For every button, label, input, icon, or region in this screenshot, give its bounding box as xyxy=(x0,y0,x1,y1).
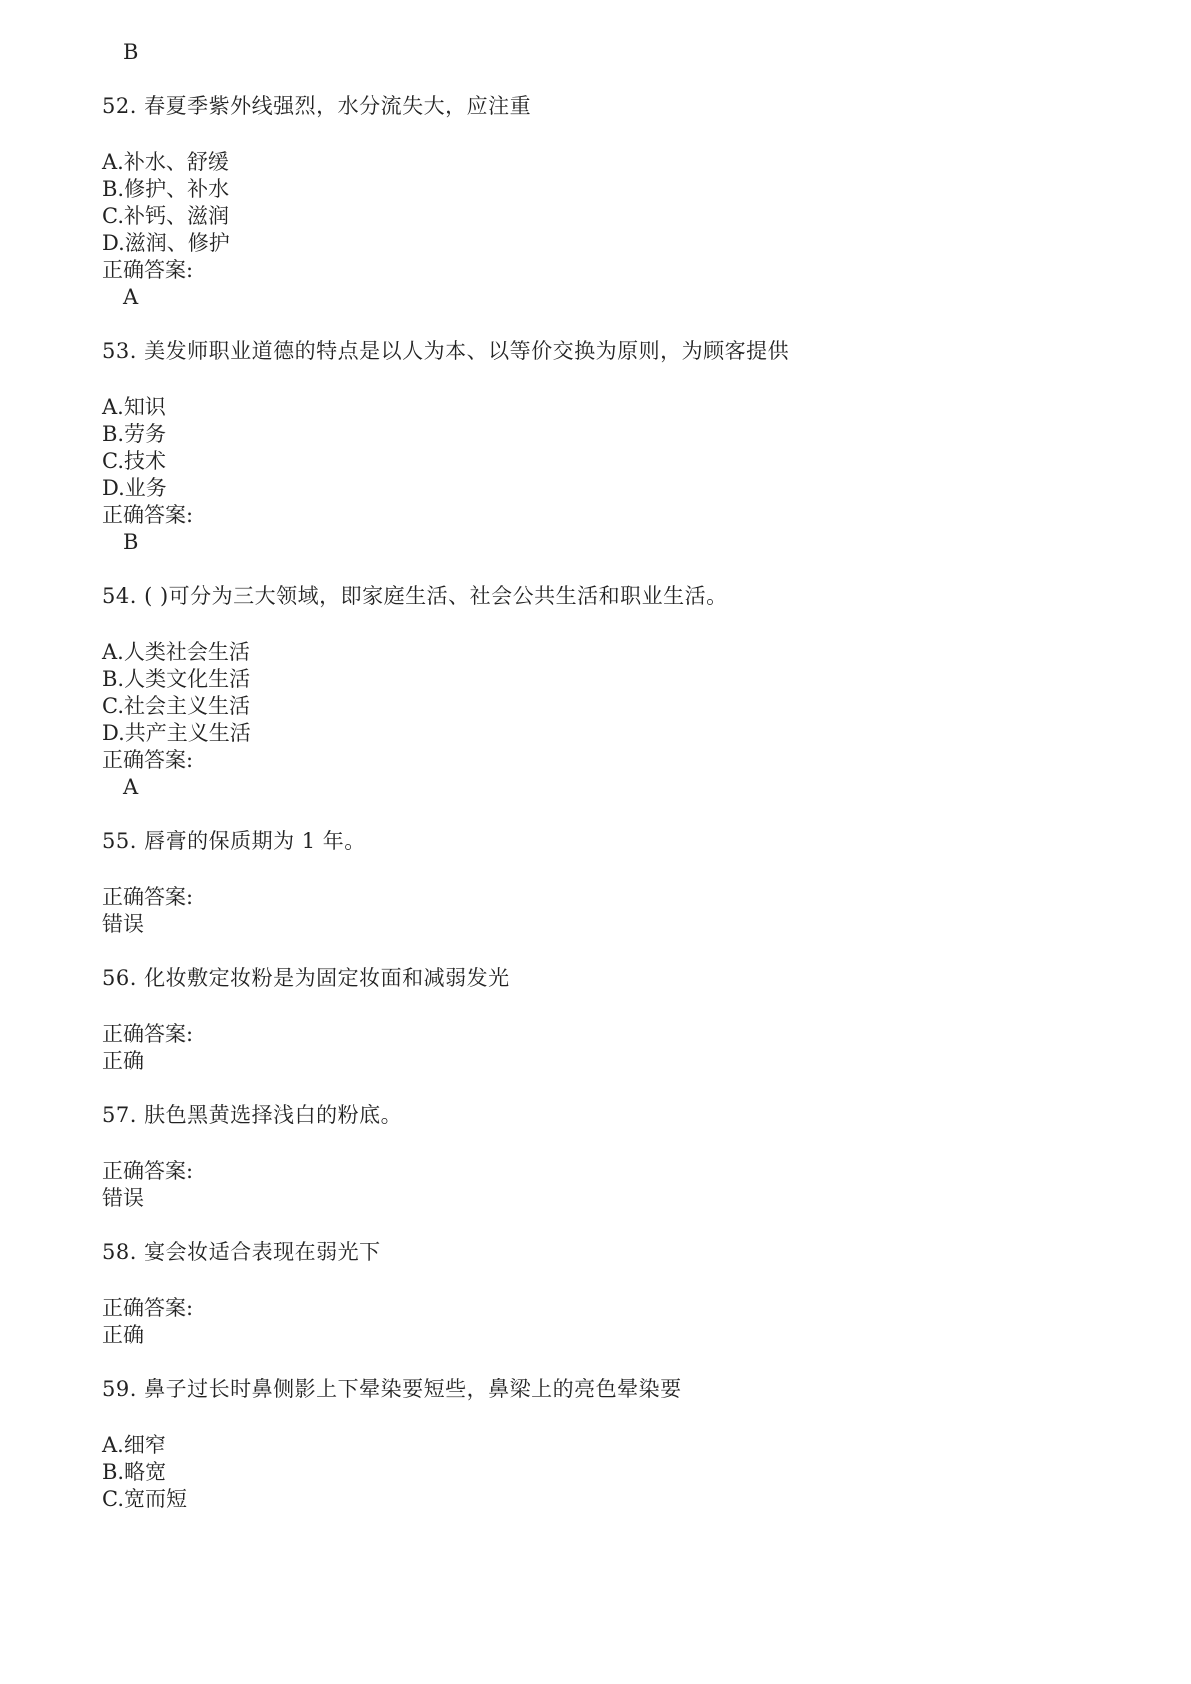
option-a: A.人类社会生活 xyxy=(102,640,250,664)
question-text: 化妆敷定妆粉是为固定妆面和减弱发光 xyxy=(144,966,510,990)
question-52 xyxy=(102,92,531,121)
previous-answer: B xyxy=(123,40,139,64)
option-d: D.共产主义生活 xyxy=(102,721,251,745)
answer-label: 正确答案: xyxy=(102,748,194,772)
question-number: 53. xyxy=(102,339,137,363)
option-d: D.业务 xyxy=(102,476,167,500)
question-number: 59. xyxy=(102,1377,137,1401)
question-54 xyxy=(102,582,728,611)
question-53 xyxy=(102,337,789,366)
question-56 xyxy=(102,964,510,993)
question-text: ( )可分为三大领域，即家庭生活、社会公共生活和职业生活。 xyxy=(144,584,728,608)
answer-value: 正确 xyxy=(102,1323,144,1347)
question-text: 唇膏的保质期为 1 年。 xyxy=(144,829,366,853)
question-text: 春夏季紫外线强烈，水分流失大，应注重 xyxy=(144,94,532,118)
answer-value: 正确 xyxy=(102,1049,144,1073)
question-59 xyxy=(102,1375,682,1404)
option-c: C.宽而短 xyxy=(102,1487,187,1511)
question-58 xyxy=(102,1238,381,1267)
option-c: C.技术 xyxy=(102,449,166,473)
question-number: 56. xyxy=(102,966,137,990)
answer-label: 正确答案: xyxy=(102,885,194,909)
answer-label: 正确答案: xyxy=(102,1022,194,1046)
question-number: 57. xyxy=(102,1103,137,1127)
question-text: 宴会妆适合表现在弱光下 xyxy=(144,1240,381,1264)
answer-label: 正确答案: xyxy=(102,1159,194,1183)
answer-value: 错误 xyxy=(102,912,144,936)
option-b: B.略宽 xyxy=(102,1460,167,1484)
question-number: 58. xyxy=(102,1240,137,1264)
question-number: 55. xyxy=(102,829,137,853)
answer-label: 正确答案: xyxy=(102,258,194,282)
answer-value: A xyxy=(123,775,139,799)
answer-value: 错误 xyxy=(102,1186,144,1210)
question-number: 54. xyxy=(102,584,137,608)
question-55 xyxy=(102,827,366,856)
answer-label: 正确答案: xyxy=(102,503,194,527)
answer-label: 正确答案: xyxy=(102,1296,194,1320)
option-a: A.细窄 xyxy=(102,1433,166,1457)
option-b: B.修护、补水 xyxy=(102,177,230,201)
option-c: C.补钙、滋润 xyxy=(102,204,229,228)
question-text: 鼻子过长时鼻侧影上下晕染要短些，鼻梁上的亮色晕染要 xyxy=(144,1377,682,1401)
option-c: C.社会主义生活 xyxy=(102,694,250,718)
question-text: 肤色黑黄选择浅白的粉底。 xyxy=(144,1103,403,1127)
answer-value: A xyxy=(123,285,139,309)
option-b: B.劳务 xyxy=(102,422,167,446)
option-a: A.补水、舒缓 xyxy=(102,150,229,174)
question-57 xyxy=(102,1101,402,1130)
option-b: B.人类文化生活 xyxy=(102,667,251,691)
question-text: 美发师职业道德的特点是以人为本、以等价交换为原则，为顾客提供 xyxy=(144,339,790,363)
answer-value: B xyxy=(123,530,139,554)
question-number: 52. xyxy=(102,94,137,118)
option-d: D.滋润、修护 xyxy=(102,231,230,255)
option-a: A.知识 xyxy=(102,395,166,419)
